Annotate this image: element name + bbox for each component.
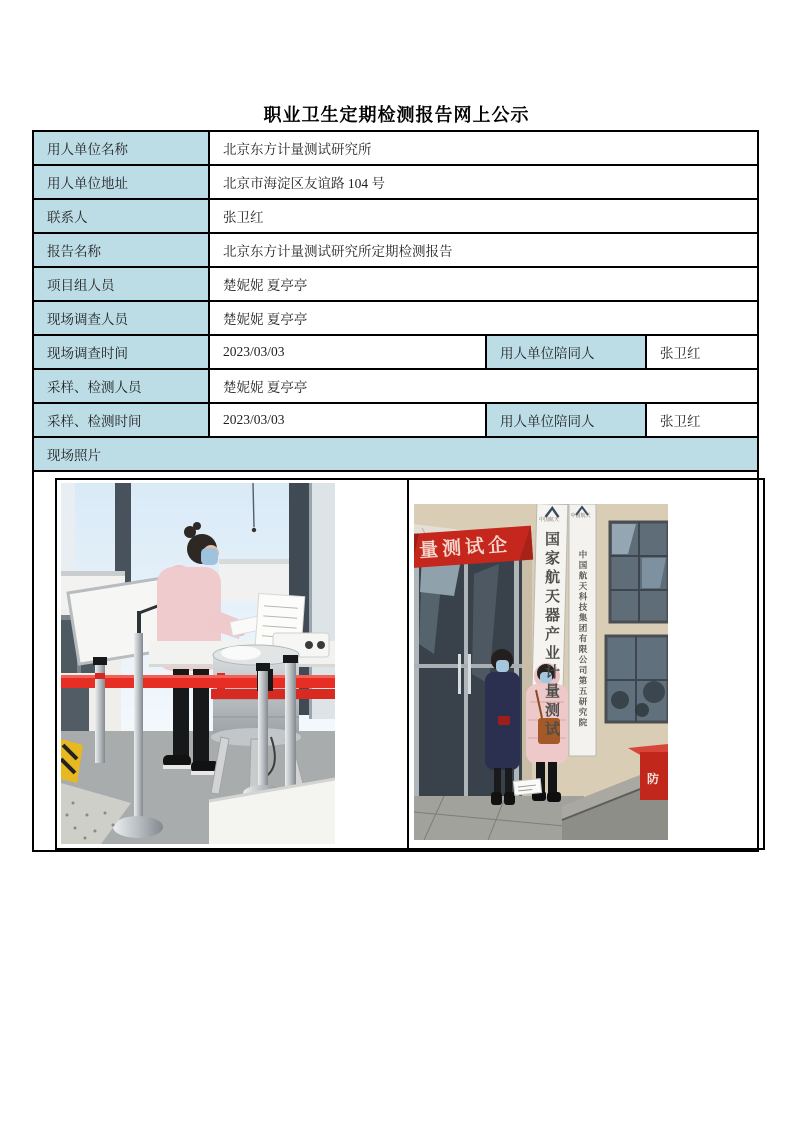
row-value-cell: 楚妮妮 夏亭亭 <box>209 267 758 301</box>
row-label-cell: 用人单位名称 <box>33 131 209 165</box>
table-row <box>33 437 758 471</box>
row-value2-cell: 张卫红 <box>646 335 758 369</box>
table-row <box>33 199 758 233</box>
table-row <box>33 301 758 335</box>
row-value-cell: 楚妮妮 夏亭亭 <box>209 301 758 335</box>
row-label-cell: 联系人 <box>33 199 209 233</box>
row-value-cell: 楚妮妮 夏亭亭 <box>209 369 758 403</box>
face-mask <box>540 672 552 683</box>
face-mask <box>201 548 218 565</box>
site-photo-entrance <box>414 504 668 840</box>
photo-section-header: 现场照片 <box>33 437 758 471</box>
table-row <box>33 403 758 437</box>
row-value-cell: 北京东方计量测试研究所定期检测报告 <box>209 233 758 267</box>
document-title: 职业卫生定期检测报告网上公示 <box>263 105 530 125</box>
row-value2-cell: 张卫红 <box>646 403 758 437</box>
photo-area-cell <box>33 471 758 851</box>
red-cabinet-text: 防 <box>647 772 660 786</box>
row-label-cell: 用人单位地址 <box>33 165 209 199</box>
table-row <box>33 165 758 199</box>
tree-reflection <box>611 691 629 709</box>
row-value-cell: 2023/03/03 <box>209 335 486 369</box>
door-handle <box>458 654 461 694</box>
upper-window <box>610 522 668 622</box>
row-label-cell: 现场调查时间 <box>33 335 209 369</box>
handbag <box>538 718 560 744</box>
table-row <box>33 471 758 851</box>
info-table <box>32 130 759 852</box>
row-value-cell: 2023/03/03 <box>209 403 486 437</box>
table-row <box>33 335 758 369</box>
photo-pane-left <box>57 480 409 848</box>
table-row <box>33 267 758 301</box>
ground-sign <box>513 779 541 796</box>
row-value-cell: 北京市海淀区友谊路 104 号 <box>209 165 758 199</box>
photo-pane-right <box>409 480 763 848</box>
lower-window <box>606 636 668 722</box>
row-label-cell: 报告名称 <box>33 233 209 267</box>
logo-text: 中国航天 <box>570 514 591 519</box>
row-label-cell: 项目组人员 <box>33 267 209 301</box>
banner-text: 量测试企 <box>418 534 512 562</box>
table-row <box>33 233 758 267</box>
row-label-cell: 现场调查人员 <box>33 301 209 335</box>
face-mask <box>496 660 509 672</box>
sign-text-right: 中国航天科技集团有限公司第五研究院 <box>578 550 588 729</box>
site-photo-indoor <box>61 483 335 844</box>
stanchion-base <box>113 816 163 838</box>
sign-text-left: 国家航天器产业计量测试 <box>543 531 560 740</box>
sign-plaque-right <box>569 504 596 756</box>
table-row <box>33 369 758 403</box>
logo-text: 中国航天 <box>538 518 559 523</box>
row-label-cell: 采样、检测人员 <box>33 369 209 403</box>
row-value-cell: 北京东方计量测试研究所 <box>209 131 758 165</box>
table-row <box>33 131 758 165</box>
row-label-cell: 采样、检测时间 <box>33 403 209 437</box>
row-label2-cell: 用人单位陪同人 <box>486 403 646 437</box>
row-value-cell: 张卫红 <box>209 199 758 233</box>
red-purse <box>498 716 510 725</box>
row-label2-cell: 用人单位陪同人 <box>486 335 646 369</box>
photo-frame <box>55 478 765 850</box>
